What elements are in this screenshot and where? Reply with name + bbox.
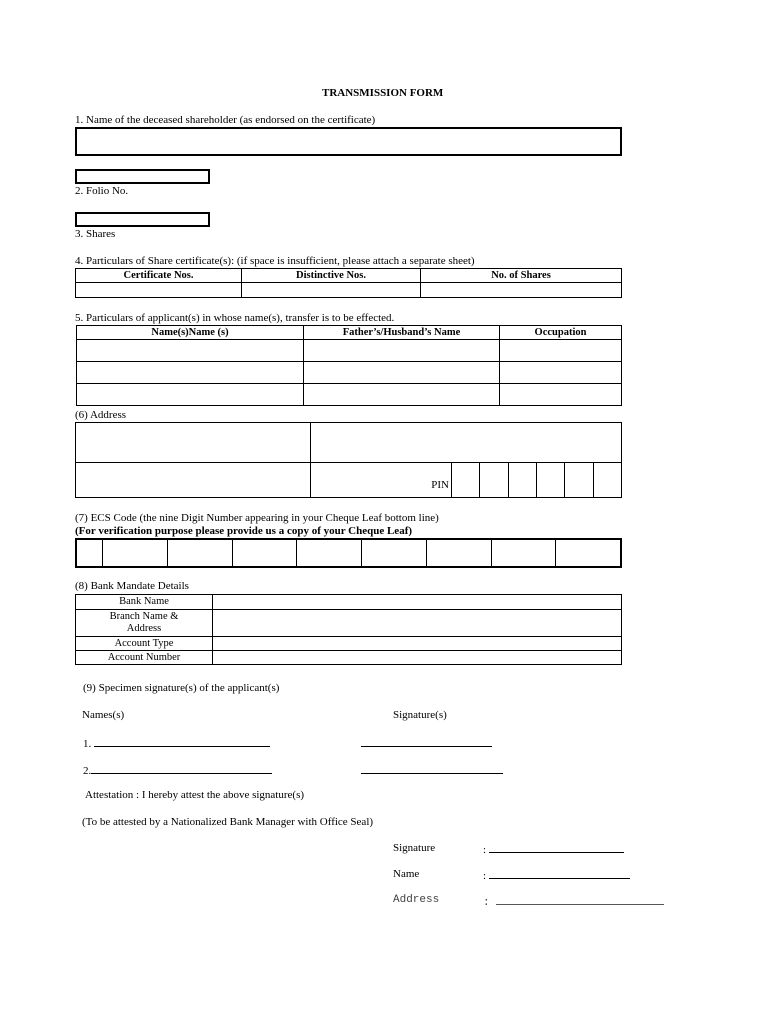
branch-address-label: Branch Name & Address (76, 610, 213, 637)
account-type-label: Account Type (76, 637, 213, 651)
pin-digit-box[interactable] (509, 463, 537, 497)
pin-boxes (452, 463, 621, 497)
account-number-label: Account Number (76, 651, 213, 665)
table-row (77, 384, 622, 406)
applicants-table (76, 325, 622, 406)
applicant-1-number: 1. (83, 738, 92, 750)
ecs-digit-box[interactable] (556, 540, 620, 566)
colon: : (483, 844, 487, 856)
applicant-occupation-cell[interactable] (500, 340, 622, 362)
signature-column-label: Signature(s) (393, 709, 447, 721)
pin-digit-box[interactable] (537, 463, 565, 497)
pin-digit-box[interactable] (565, 463, 593, 497)
pin-digit-box[interactable] (452, 463, 480, 497)
bank-mandate-label: (8) Bank Mandate Details (75, 580, 189, 592)
header-distinctive-nos: Distinctive Nos. (242, 269, 421, 283)
table-row (76, 637, 622, 651)
applicant-1-name-line[interactable] (94, 736, 270, 747)
attester-address-line[interactable] (496, 894, 664, 905)
header-names: Name(s)Name (s) (77, 326, 304, 340)
header-certificate-nos: Certificate Nos. (76, 269, 242, 283)
ecs-code-note: (For verification purpose please provide us a copy of your Cheque Leaf) (75, 525, 413, 537)
applicant-name-cell[interactable] (77, 362, 304, 384)
address-line-1-right[interactable] (311, 423, 621, 463)
attester-signature-field (483, 842, 624, 856)
folio-no-label: 2. Folio No. (75, 185, 129, 197)
distinctive-nos-cell[interactable] (242, 283, 421, 298)
applicant-name-cell[interactable] (77, 340, 304, 362)
applicant-father-cell[interactable] (304, 340, 500, 362)
applicants-label: 5. Particulars of applicant(s) in whose name(s), transfer is to be effected. (75, 312, 395, 324)
header-father-husband-name: Father’s/Husband’s Name (304, 326, 500, 340)
colon: : (483, 870, 487, 882)
table-header-row (76, 269, 622, 283)
applicant-1-signature-line[interactable] (361, 736, 492, 747)
attestation-text: Attestation : I hereby attest the above signature(s) (85, 789, 305, 801)
address-label: (6) Address (75, 409, 127, 421)
form-title: TRANSMISSION FORM (322, 87, 444, 99)
applicant-2-line (83, 763, 272, 777)
applicant-father-cell[interactable] (304, 384, 500, 406)
branch-address-value[interactable] (213, 610, 622, 637)
attester-signature-line[interactable] (489, 842, 624, 853)
applicant-2-signature (361, 763, 503, 777)
table-row (77, 362, 622, 384)
no-of-shares-cell[interactable] (421, 283, 622, 298)
attester-name-line[interactable] (489, 868, 630, 879)
attester-signature-label: Signature (393, 842, 436, 854)
ecs-digit-box[interactable] (297, 540, 362, 566)
deceased-name-label: 1. Name of the deceased shareholder (as endorsed on the certificate) (75, 114, 376, 126)
ecs-digit-box[interactable] (103, 540, 168, 566)
address-block (75, 422, 622, 498)
ecs-digit-box[interactable] (233, 540, 298, 566)
bank-name-label: Bank Name (76, 595, 213, 610)
applicant-father-cell[interactable] (304, 362, 500, 384)
header-no-of-shares: No. of Shares (421, 269, 622, 283)
applicant-name-cell[interactable] (77, 384, 304, 406)
ecs-code-label: (7) ECS Code (the nine Digit Number appearing in your Cheque Leaf bottom line) (75, 512, 439, 524)
table-row (76, 283, 622, 298)
ecs-digit-box[interactable] (492, 540, 557, 566)
address-line-2-right[interactable] (311, 463, 452, 497)
deceased-name-field[interactable] (75, 127, 622, 156)
share-certificate-label: 4. Particulars of Share certificate(s): (if space is insufficient, please attach a separate sheet) (75, 255, 475, 267)
attester-address-label: Address (393, 894, 440, 906)
table-row (76, 595, 622, 610)
ecs-digit-box[interactable] (77, 540, 103, 566)
specimen-signature-label: (9) Specimen signature(s) of the applicant(s) (83, 682, 280, 694)
bank-mandate-table (75, 594, 622, 665)
ecs-digit-box[interactable] (168, 540, 233, 566)
shares-field[interactable] (75, 212, 210, 227)
attester-name-label: Name (393, 868, 420, 880)
pin-digit-box[interactable] (480, 463, 508, 497)
attester-name-field (483, 868, 630, 882)
pin-label: PIN (431, 479, 449, 491)
table-row (77, 340, 622, 362)
applicant-occupation-cell[interactable] (500, 362, 622, 384)
applicant-occupation-cell[interactable] (500, 384, 622, 406)
folio-no-field[interactable] (75, 169, 210, 184)
ecs-code-boxes (75, 538, 622, 568)
address-line-2-left[interactable] (76, 463, 311, 497)
certificate-nos-cell[interactable] (76, 283, 242, 298)
ecs-digit-box[interactable] (362, 540, 427, 566)
attestation-note: (To be attested by a Nationalized Bank Manager with Office Seal) (82, 816, 374, 828)
bank-name-value[interactable] (213, 595, 622, 610)
account-number-value[interactable] (213, 651, 622, 665)
applicant-2-signature-line[interactable] (361, 763, 503, 774)
applicant-2-name-line[interactable] (91, 763, 272, 774)
applicant-2-number: 2. (83, 765, 92, 777)
colon: : (483, 897, 490, 909)
table-header-row (77, 326, 622, 340)
ecs-digit-box[interactable] (427, 540, 492, 566)
address-line-1-left[interactable] (76, 423, 311, 463)
shares-label: 3. Shares (75, 228, 116, 240)
applicant-1-line (83, 736, 270, 750)
share-certificate-table (75, 268, 622, 298)
header-occupation: Occupation (500, 326, 622, 340)
table-row (76, 651, 622, 665)
table-row (76, 610, 622, 637)
account-type-value[interactable] (213, 637, 622, 651)
attester-address-field (483, 894, 664, 909)
pin-digit-box[interactable] (594, 463, 621, 497)
applicant-1-signature (361, 736, 492, 750)
names-column-label: Names(s) (82, 709, 125, 721)
